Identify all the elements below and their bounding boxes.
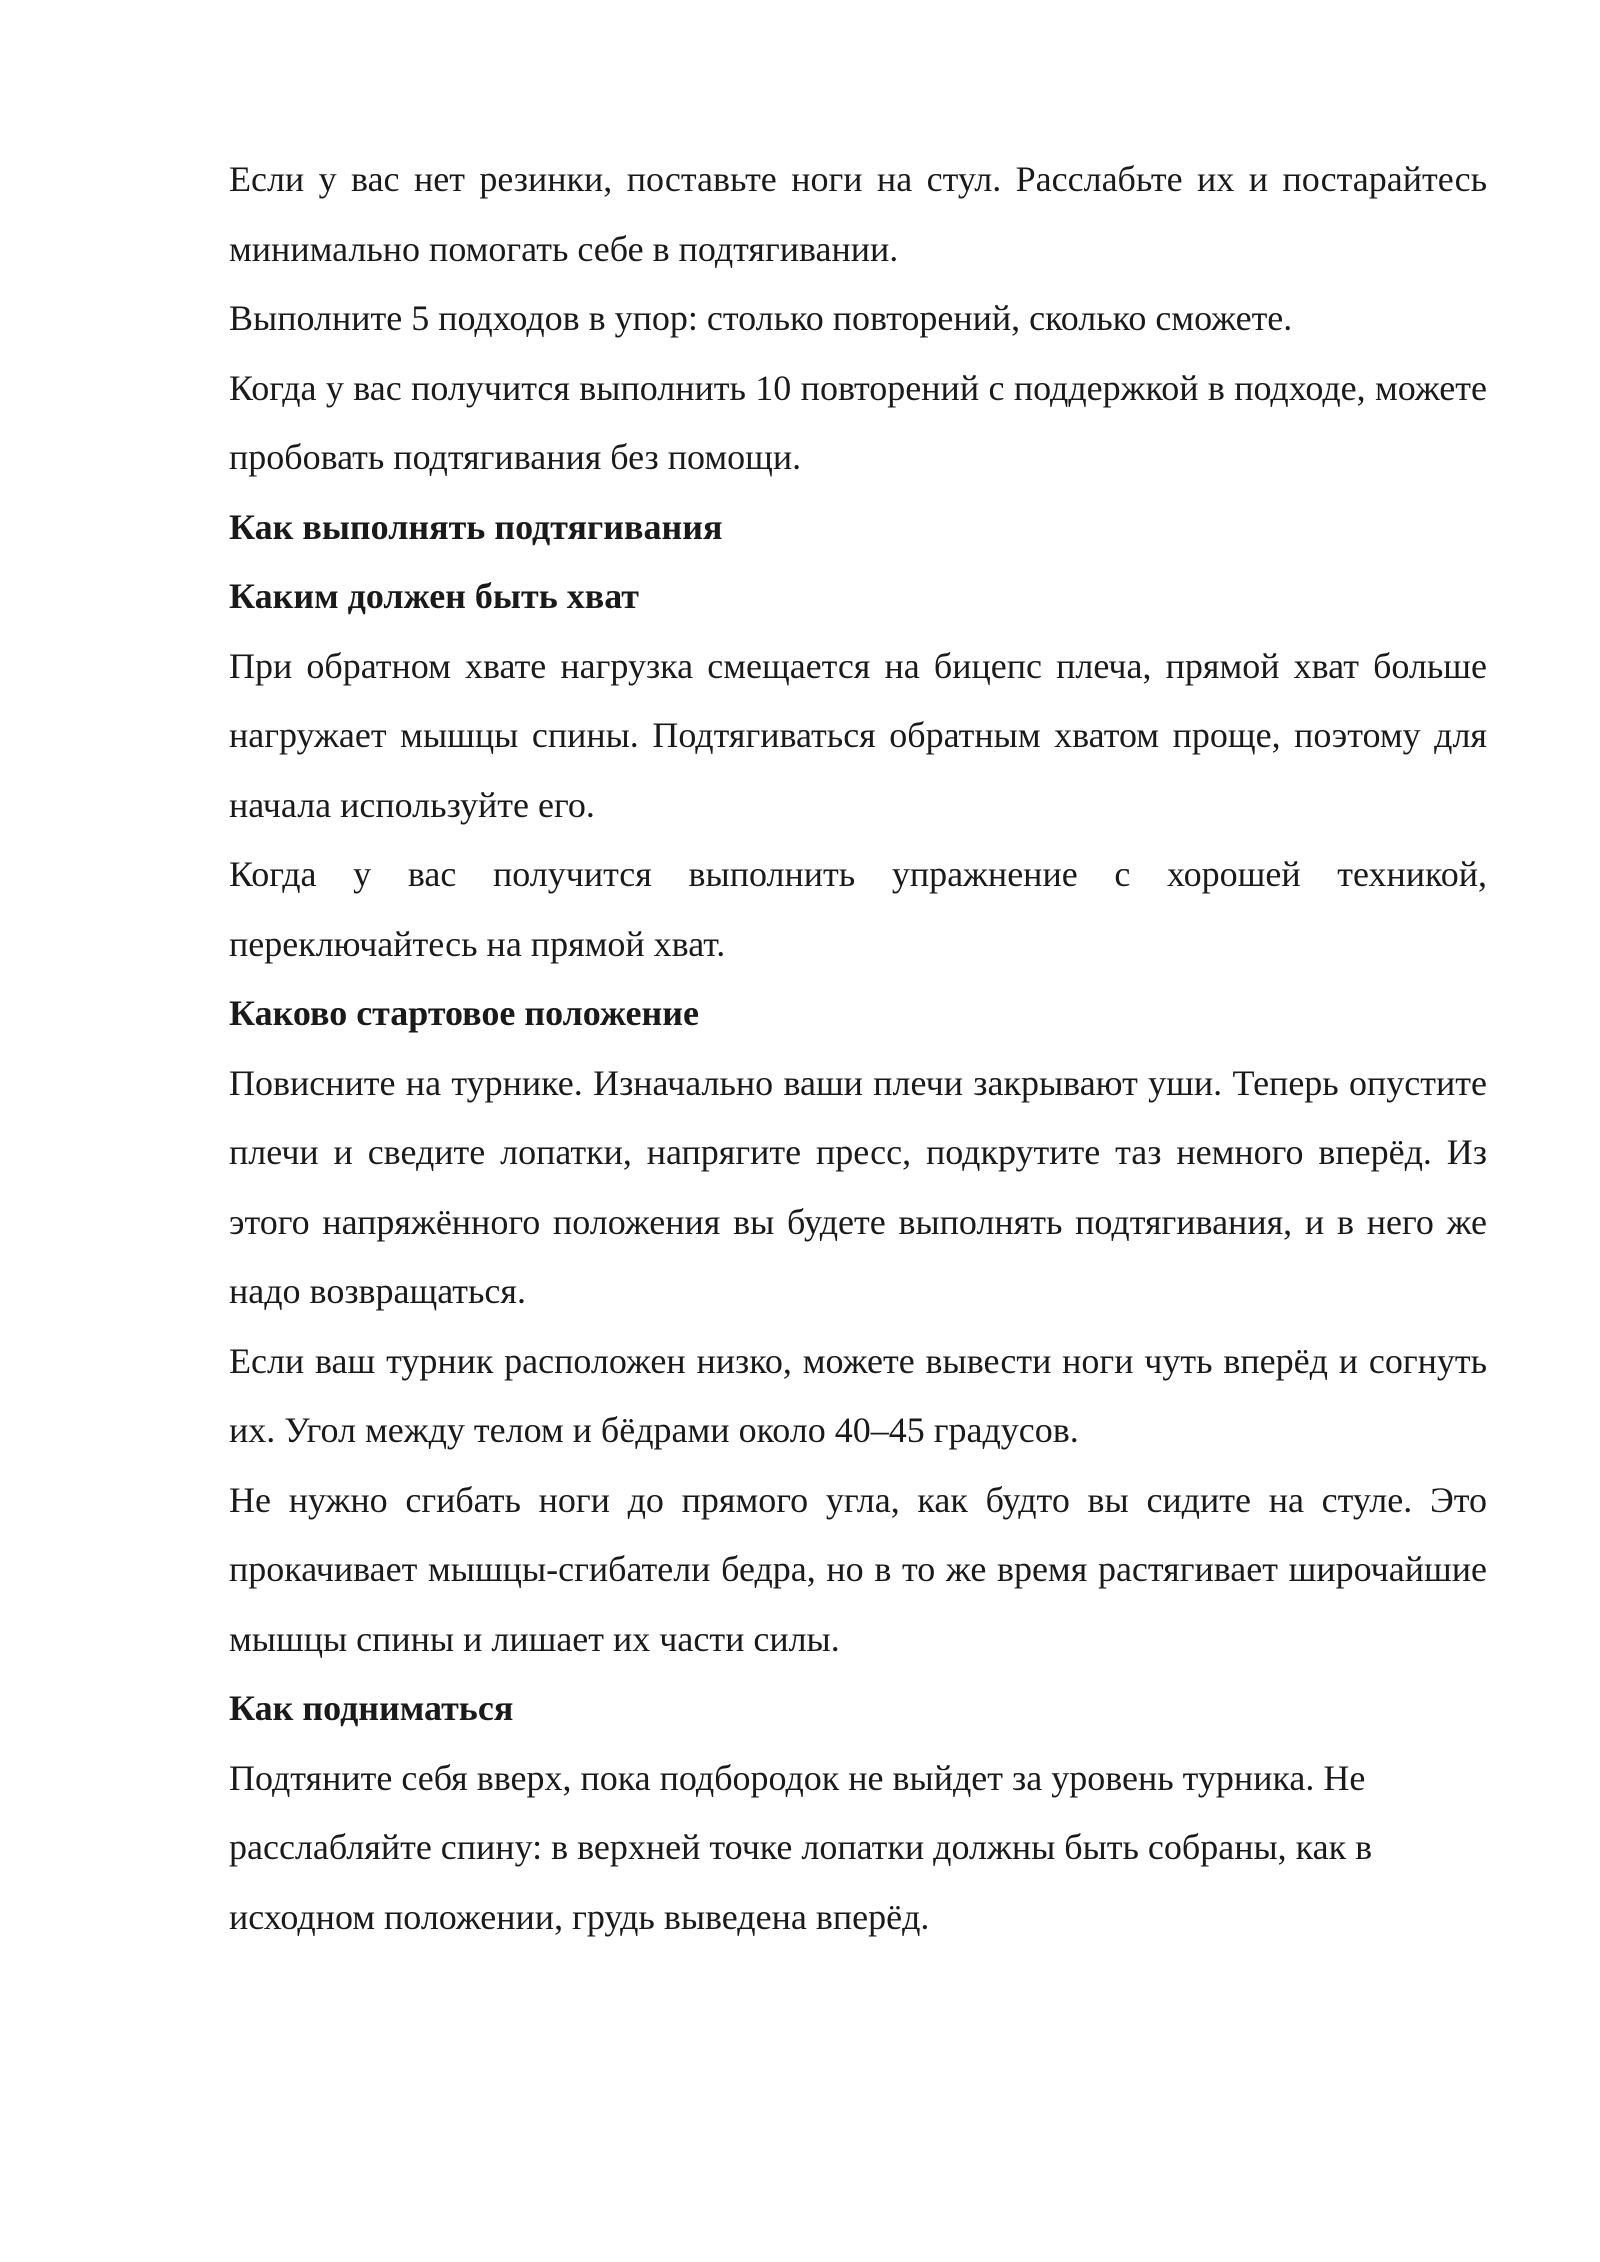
heading-how-to-rise: Как подниматься — [229, 1688, 514, 1728]
paragraph-sets: Выполните 5 подходов в упор: столько повторений, сколько сможете. — [229, 298, 1293, 338]
document-page — [229, 145, 1487, 1952]
paragraph-hang: Повисните на турнике. Изначально ваши плечи закрывают уши. Теперь опустите плечи и сведите лопатки, напрягите пресс, подкрутите таз немного вперёд. Из этого напряжённого положения вы будете выполнять подтягивания, и в него же надо возвращаться. — [229, 1062, 1487, 1311]
heading-grip: Каким должен быть хват — [229, 576, 639, 616]
paragraph-switch-grip: Когда у вас получится выполнить упражнение с хорошей техникой, переключайтесь на прямой хват. — [229, 854, 1487, 964]
paragraph-rise: Подтяните себя вверх, пока подбородок не выйдет за уровень турника. Не расслабляйте спину: в верхней точке лопатки должны быть собраны, как в исходном положении, грудь выведена вперёд. — [229, 1757, 1373, 1937]
paragraph-no-band: Если у вас нет резинки, поставьте ноги на стул. Расслабьте их и постарайтесь минимально помогать себе в подтягивании. — [229, 159, 1487, 269]
paragraph-ten-reps: Когда у вас получится выполнить 10 повторений с поддержкой в подходе, можете пробовать подтягивания без помощи. — [229, 367, 1487, 477]
paragraph-grip-types: При обратном хвате нагрузка смещается на бицепс плеча, прямой хват больше нагружает мышцы спины. Подтягиваться обратным хватом проще, поэтому для начала используйте его. — [229, 645, 1487, 825]
paragraph-leg-angle: Не нужно сгибать ноги до прямого угла, как будто вы сидите на стуле. Это прокачивает мышцы-сгибатели бедра, но в то же время растягивает широчайшие мышцы спины и лишает их части силы. — [229, 1479, 1487, 1659]
heading-start-position: Каково стартовое положение — [229, 993, 699, 1033]
paragraph-low-bar: Если ваш турник расположен низко, можете вывести ноги чуть вперёд и согнуть их. Угол между телом и бёдрами около 40–45 градусов. — [229, 1340, 1487, 1450]
heading-how-to-pull-up: Как выполнять подтягивания — [229, 506, 723, 547]
